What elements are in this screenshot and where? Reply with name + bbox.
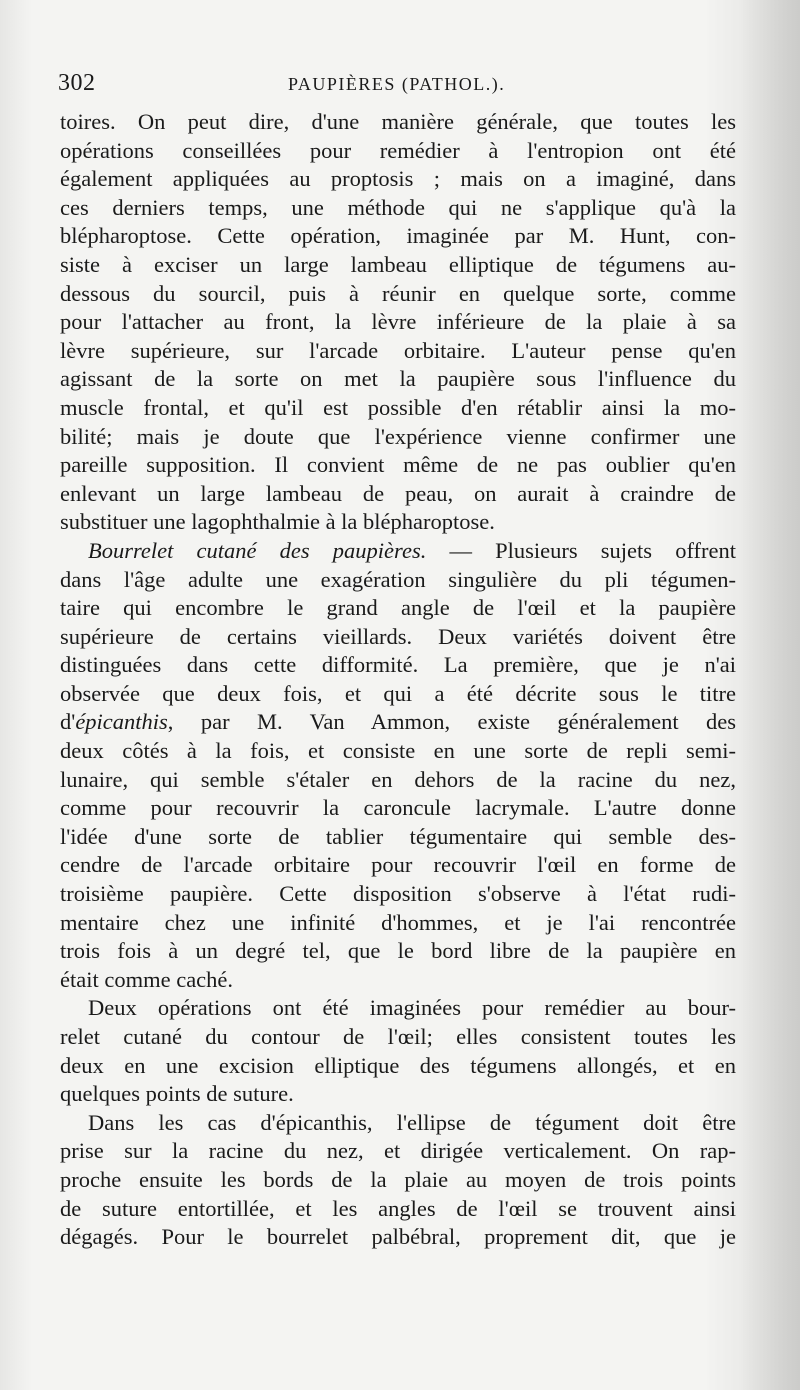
text-line: troisième paupière. Cette disposition s'observe à l'état rudi- bbox=[60, 881, 736, 907]
text-line: agissant de la sorte on met la paupière sous l'influence du bbox=[60, 366, 736, 392]
text-line: toires. On peut dire, d'une manière générale, que toutes les bbox=[60, 109, 736, 134]
page-number: 302 bbox=[58, 70, 96, 96]
text-line: blépharoptose. Cette opération, imaginée par M. Hunt, con- bbox=[60, 223, 736, 249]
text-fragment: , par M. Van Ammon, existe généralement des bbox=[167, 709, 736, 735]
text-line: distinguées dans cette difformité. La première, que je n'ai bbox=[60, 652, 736, 678]
text-line: proche ensuite les bords de la plaie au moyen de trois points bbox=[60, 1166, 736, 1192]
text-line: lèvre supérieure, sur l'arcade orbitaire. L'auteur pense qu'en bbox=[60, 337, 736, 363]
page-header bbox=[58, 70, 738, 100]
text-fragment: d' bbox=[60, 709, 76, 735]
text-line: deux en une excision elliptique des tégumens allongés, et en bbox=[60, 1052, 736, 1078]
text-line: mentaire chez une infinité d'hommes, et je l'ai rencontrée bbox=[60, 909, 736, 935]
text-line: prise sur la racine du nez, et dirigée verticalement. On rap- bbox=[60, 1138, 736, 1164]
text-line: opérations conseillées pour remédier à l'entropion ont été bbox=[60, 137, 736, 163]
text-line: supérieure de certains vieillards. Deux variétés doivent être bbox=[60, 623, 736, 649]
text-line: muscle frontal, et qu'il est possible d'en rétablir ainsi la mo- bbox=[60, 394, 736, 420]
body-text bbox=[60, 108, 736, 1252]
text-line: deux côtés à la fois, et consiste en une sorte de repli semi- bbox=[60, 738, 736, 764]
text-line: trois fois à un degré tel, que le bord libre de la paupière en bbox=[60, 938, 736, 964]
text-line: quelques points de suture. bbox=[60, 1081, 294, 1107]
text-line: dessous du sourcil, puis à réunir en quelque sorte, comme bbox=[60, 280, 736, 306]
text-line: également appliquées au proptosis ; mais on a imaginé, dans bbox=[60, 166, 736, 192]
term-epicanthis: épicanthis bbox=[75, 709, 168, 735]
text-line: taire qui encombre le grand angle de l'œil et la paupière bbox=[60, 595, 736, 621]
text-line: enlevant un large lambeau de peau, on aurait à craindre de bbox=[60, 480, 736, 506]
text-line: siste à exciser un large lambeau elliptique de tégumens au- bbox=[60, 251, 736, 277]
text-line: lunaire, qui semble s'étaler en dehors de la racine du nez, bbox=[60, 766, 736, 792]
text-line: pareille supposition. Il convient même de ne pas oublier qu'en bbox=[60, 452, 736, 478]
section-heading: Bourrelet cutané des paupières. bbox=[88, 537, 427, 563]
text-line: bilité; mais je doute que l'expérience vienne confirmer une bbox=[60, 423, 736, 449]
text-line: Deux opérations ont été imaginées pour remédier au bour- bbox=[88, 995, 736, 1021]
text-line: ces derniers temps, une méthode qui ne s'applique qu'à la bbox=[60, 194, 736, 220]
section-heading-continuation: — Plusieurs sujets offrent bbox=[426, 537, 736, 563]
text-line: dégagés. Pour le bourrelet palbébral, proprement dit, que je bbox=[60, 1224, 736, 1250]
text-line: pour l'attacher au front, la lèvre inférieure de la plaie à sa bbox=[60, 309, 736, 335]
text-line: observée que deux fois, et qui a été décrite sous le titre bbox=[60, 680, 736, 706]
text-line: de suture entortillée, et les angles de l'œil se trouvent ainsi bbox=[60, 1195, 736, 1221]
text-line: était comme caché. bbox=[60, 966, 234, 992]
text-line: Dans les cas d'épicanthis, l'ellipse de tégument doit être bbox=[88, 1109, 736, 1135]
text-line: comme pour recouvrir la caroncule lacrymale. L'autre donne bbox=[60, 795, 736, 821]
page-edge-shadow bbox=[740, 0, 800, 1390]
text-line: dans l'âge adulte une exagération singulière du pli tégumen- bbox=[60, 566, 736, 592]
text-line: l'idée d'une sorte de tablier tégumentaire qui semble des- bbox=[60, 823, 736, 849]
running-head: PAUPIÈRES (PATHOL.). bbox=[288, 74, 506, 94]
text-line: substituer une lagophthalmie à la blépharoptose. bbox=[60, 509, 495, 535]
text-line: cendre de l'arcade orbitaire pour recouvrir l'œil en forme de bbox=[60, 852, 736, 878]
text-line-mixed bbox=[60, 708, 736, 737]
text-line: relet cutané du contour de l'œil; elles consistent toutes les bbox=[60, 1024, 736, 1049]
section-heading-line bbox=[60, 537, 736, 566]
